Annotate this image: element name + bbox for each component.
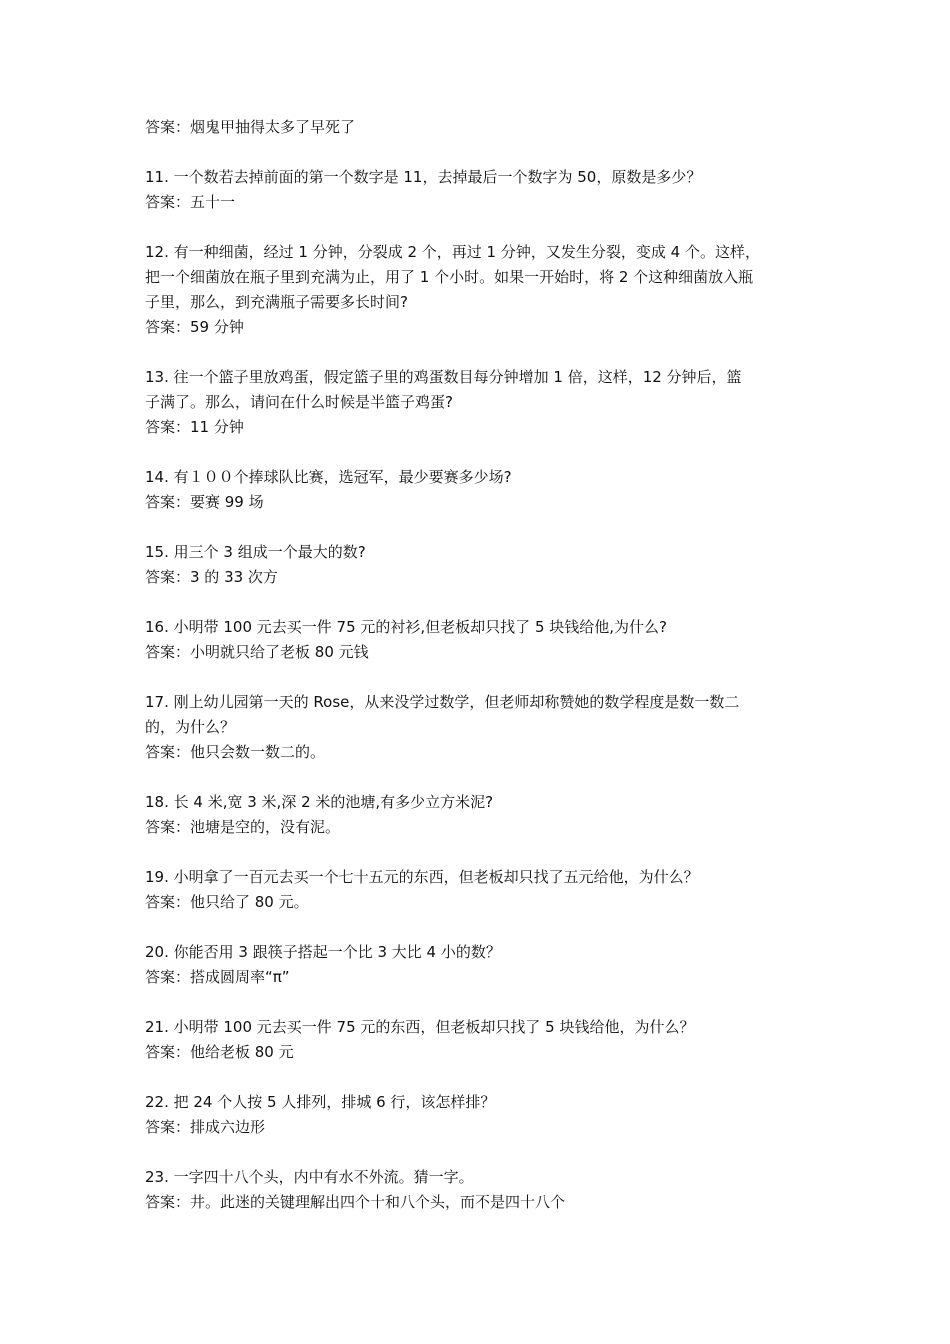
qa-item-10 xyxy=(145,115,810,140)
question-text: 11. 一个数若去掉前面的第一个数字是 11，去掉最后一个数字为 50，原数是多少？ xyxy=(145,168,702,186)
answer-text: 答案：烟鬼甲抽得太多了早死了 xyxy=(145,118,356,136)
spacer xyxy=(145,665,810,690)
question-text-line: 把一个细菌放在瓶子里到充满为止，用了 1 个小时。如果一开始时，将 2 个这种细菌放入瓶 xyxy=(145,268,754,286)
qa-item-16 xyxy=(145,615,810,665)
qa-item-23 xyxy=(145,1165,810,1215)
question-text: 23. 一字四十八个头，内中有水不外流。猜一字。 xyxy=(145,1168,474,1186)
answer-text: 答案：池塘是空的，没有泥。 xyxy=(145,818,341,836)
question-text-line: 12. 有一种细菌，经过 1 分钟，分裂成 2 个，再过 1 分钟，又发生分裂，变成 4 个。这样， xyxy=(145,243,760,261)
spacer xyxy=(145,440,810,465)
qa-item-12 xyxy=(145,240,810,340)
qa-item-21 xyxy=(145,1015,810,1065)
spacer xyxy=(145,140,810,165)
answer-text: 答案：五十一 xyxy=(145,193,236,211)
answer-text: 答案：他只会数一数二的。 xyxy=(145,743,326,761)
question-text-line: 13. 往一个篮子里放鸡蛋，假定篮子里的鸡蛋数目每分钟增加 1 倍，这样，12 分钟后，篮 xyxy=(145,368,742,386)
qa-item-11 xyxy=(145,165,810,215)
question-text: 20. 你能否用 3 跟筷子搭起一个比 3 大比 4 小的数？ xyxy=(145,943,501,961)
qa-item-14 xyxy=(145,465,810,515)
question-text: 18. 长 4 米,宽 3 米,深 2 米的池塘,有多少立方米泥? xyxy=(145,793,494,811)
answer-text: 答案：搭成圆周率“π” xyxy=(145,968,290,986)
spacer xyxy=(145,765,810,790)
answer-text: 答案：11 分钟 xyxy=(145,418,244,436)
question-text: 22. 把 24 个人按 5 人排列，排城 6 行，该怎样排？ xyxy=(145,1093,496,1111)
spacer xyxy=(145,590,810,615)
spacer xyxy=(145,915,810,940)
question-text: 16. 小明带 100 元去买一件 75 元的衬衫,但老板却只找了 5 块钱给他,为什么? xyxy=(145,618,667,636)
spacer xyxy=(145,215,810,240)
answer-text: 答案：他给老板 80 元 xyxy=(145,1043,294,1061)
qa-item-13 xyxy=(145,365,810,440)
qa-item-20 xyxy=(145,940,810,990)
answer-text: 答案：要赛 99 场 xyxy=(145,493,264,511)
spacer xyxy=(145,340,810,365)
document-page xyxy=(145,115,810,1215)
qa-item-18 xyxy=(145,790,810,840)
answer-text: 答案：59 分钟 xyxy=(145,318,244,336)
spacer xyxy=(145,840,810,865)
question-text-line: 的，为什么？ xyxy=(145,718,236,736)
spacer xyxy=(145,515,810,540)
question-text-line: 子满了。那么，请问在什么时候是半篮子鸡蛋? xyxy=(145,393,453,411)
spacer xyxy=(145,990,810,1015)
answer-text: 答案：排成六边形 xyxy=(145,1118,266,1136)
question-text-line: 17. 刚上幼儿园第一天的 Rose，从来没学过数学，但老师却称赞她的数学程度是数一数二 xyxy=(145,693,740,711)
answer-text: 答案：井。此迷的关键理解出四个十和八个头，而不是四十八个 xyxy=(145,1193,566,1211)
question-text: 15. 用三个 3 组成一个最大的数? xyxy=(145,543,366,561)
qa-item-15 xyxy=(145,540,810,590)
answer-text: 答案：小明就只给了老板 80 元钱 xyxy=(145,643,369,661)
question-text: 14. 有１００个捧球队比赛，选冠军，最少要赛多少场? xyxy=(145,468,512,486)
answer-text: 答案：他只给了 80 元。 xyxy=(145,893,309,911)
spacer xyxy=(145,1065,810,1090)
question-text: 21. 小明带 100 元去买一件 75 元的东西，但老板却只找了 5 块钱给他，为什么？ xyxy=(145,1018,695,1036)
qa-item-22 xyxy=(145,1090,810,1140)
qa-item-19 xyxy=(145,865,810,915)
answer-text: 答案：3 的 33 次方 xyxy=(145,568,278,586)
question-text-line: 子里，那么，到充满瓶子需要多长时间? xyxy=(145,293,408,311)
spacer xyxy=(145,1140,810,1165)
question-text: 19. 小明拿了一百元去买一个七十五元的东西，但老板却只找了五元给他，为什么？ xyxy=(145,868,699,886)
qa-item-17 xyxy=(145,690,810,765)
